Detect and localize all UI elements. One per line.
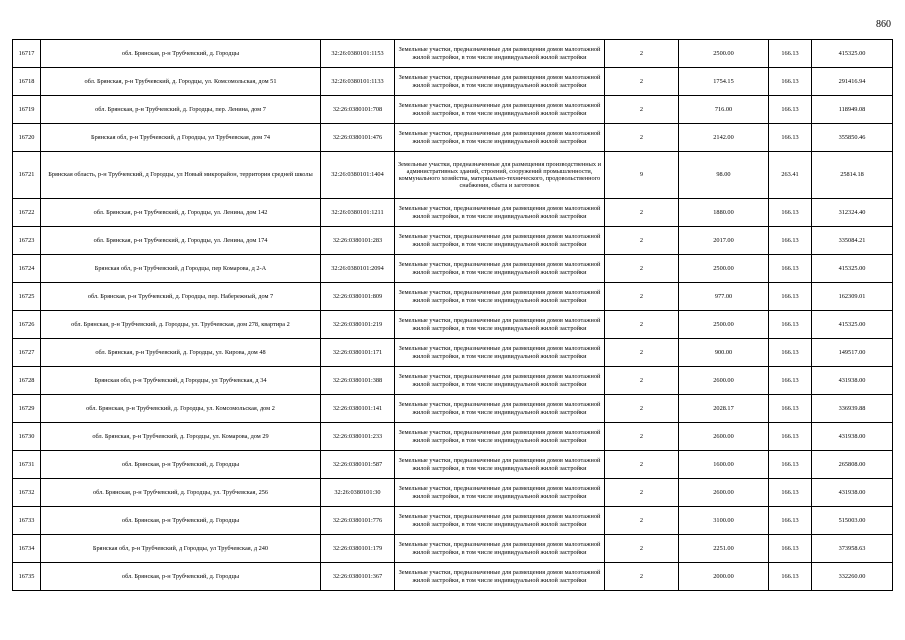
area-cell: 2500.00	[679, 40, 769, 68]
land-use-cell: Земельные участки, предназначенные для размещения домов малоэтажной жилой застройки, в том числе индивидуальной жилой застройки	[395, 311, 605, 339]
group-cell: 2	[605, 283, 679, 311]
table-row	[13, 40, 893, 68]
address-cell: обл. Брянская, р-н Трубчевский, д. Городцы	[41, 507, 321, 535]
table-row	[13, 535, 893, 563]
cadastral-number-cell: 32:26:0380101:141	[321, 395, 395, 423]
group-cell: 2	[605, 311, 679, 339]
row-number-cell: 16729	[13, 395, 41, 423]
table-row	[13, 152, 893, 199]
address-cell: Брянская область, р-н Трубчевский, д Городцы, ул Новый микрорайон, территория средней школы	[41, 152, 321, 199]
land-use-cell: Земельные участки, предназначенные для размещения домов малоэтажной жилой застройки, в том числе индивидуальной жилой застройки	[395, 96, 605, 124]
area-cell: 1754.15	[679, 68, 769, 96]
group-cell: 2	[605, 124, 679, 152]
group-cell: 2	[605, 423, 679, 451]
cadastral-value-cell: 336939.88	[812, 395, 893, 423]
cadastral-value-cell: 149517.00	[812, 339, 893, 367]
cadastral-number-cell: 32:26:0380101:1153	[321, 40, 395, 68]
address-cell: Брянская обл, р-н Трубчевский, д Городцы, ул Трубчевская, дом 74	[41, 124, 321, 152]
cadastral-value-cell: 291416.94	[812, 68, 893, 96]
row-number-cell: 16730	[13, 423, 41, 451]
specific-value-cell: 166.13	[769, 563, 812, 591]
cadastral-number-cell: 32:26:0380101:476	[321, 124, 395, 152]
table-row	[13, 395, 893, 423]
land-use-cell: Земельные участки, предназначенные для размещения домов малоэтажной жилой застройки, в том числе индивидуальной жилой застройки	[395, 283, 605, 311]
specific-value-cell: 166.13	[769, 199, 812, 227]
specific-value-cell: 166.13	[769, 40, 812, 68]
land-use-cell: Земельные участки, предназначенные для размещения домов малоэтажной жилой застройки, в том числе индивидуальной жилой застройки	[395, 507, 605, 535]
table-row	[13, 68, 893, 96]
land-use-cell: Земельные участки, предназначенные для размещения домов малоэтажной жилой застройки, в том числе индивидуальной жилой застройки	[395, 479, 605, 507]
table-row	[13, 199, 893, 227]
row-number-cell: 16724	[13, 255, 41, 283]
table-row	[13, 507, 893, 535]
cadastral-value-cell: 162309.01	[812, 283, 893, 311]
area-cell: 1880.00	[679, 199, 769, 227]
table-row	[13, 339, 893, 367]
land-use-cell: Земельные участки, предназначенные для размещения домов малоэтажной жилой застройки, в том числе индивидуальной жилой застройки	[395, 395, 605, 423]
table-body	[13, 40, 893, 591]
area-cell: 2142.00	[679, 124, 769, 152]
specific-value-cell: 166.13	[769, 423, 812, 451]
row-number-cell: 16733	[13, 507, 41, 535]
group-cell: 9	[605, 152, 679, 199]
address-cell: обл. Брянская, р-н Трубчевский, д. Городцы	[41, 451, 321, 479]
row-number-cell: 16719	[13, 96, 41, 124]
specific-value-cell: 166.13	[769, 451, 812, 479]
cadastral-value-cell: 355850.46	[812, 124, 893, 152]
cadastral-number-cell: 32:26:0380101:171	[321, 339, 395, 367]
table-row	[13, 227, 893, 255]
area-cell: 2500.00	[679, 311, 769, 339]
cadastral-number-cell: 32:26:0380101:776	[321, 507, 395, 535]
cadastral-number-cell: 32:26:0380101:587	[321, 451, 395, 479]
row-number-cell: 16728	[13, 367, 41, 395]
group-cell: 2	[605, 40, 679, 68]
cadastral-value-cell: 431938.00	[812, 423, 893, 451]
specific-value-cell: 263.41	[769, 152, 812, 199]
land-use-cell: Земельные участки, предназначенные для размещения домов малоэтажной жилой застройки, в том числе индивидуальной жилой застройки	[395, 199, 605, 227]
table-row	[13, 479, 893, 507]
cadastral-number-cell: 32:26:0380101:30	[321, 479, 395, 507]
group-cell: 2	[605, 68, 679, 96]
cadastral-value-cell: 118949.08	[812, 96, 893, 124]
address-cell: обл. Брянская, р-н Трубчевский, д. Городцы, ул. Ленина, дом 174	[41, 227, 321, 255]
specific-value-cell: 166.13	[769, 255, 812, 283]
cadastral-value-cell: 431938.00	[812, 479, 893, 507]
area-cell: 98.00	[679, 152, 769, 199]
area-cell: 2028.17	[679, 395, 769, 423]
area-cell: 977.00	[679, 283, 769, 311]
land-use-cell: Земельные участки, предназначенные для размещения домов малоэтажной жилой застройки, в том числе индивидуальной жилой застройки	[395, 535, 605, 563]
address-cell: Брянская обл, р-н Трубчевский, д Городцы, ул Трубчевская, д 240	[41, 535, 321, 563]
table-row	[13, 96, 893, 124]
area-cell: 2000.00	[679, 563, 769, 591]
cadastral-number-cell: 32:26:0380101:2094	[321, 255, 395, 283]
row-number-cell: 16721	[13, 152, 41, 199]
area-cell: 900.00	[679, 339, 769, 367]
address-cell: Брянская обл, р-н Трубчевский, д Городцы, пер Комарова, д 2-А	[41, 255, 321, 283]
row-number-cell: 16735	[13, 563, 41, 591]
page-number: 860	[876, 19, 891, 30]
group-cell: 2	[605, 339, 679, 367]
cadastral-value-cell: 25814.18	[812, 152, 893, 199]
group-cell: 2	[605, 535, 679, 563]
row-number-cell: 16732	[13, 479, 41, 507]
group-cell: 2	[605, 199, 679, 227]
land-use-cell: Земельные участки, предназначенные для размещения домов малоэтажной жилой застройки, в том числе индивидуальной жилой застройки	[395, 563, 605, 591]
row-number-cell: 16725	[13, 283, 41, 311]
cadastral-number-cell: 32:26:0380101:179	[321, 535, 395, 563]
cadastral-number-cell: 32:26:0380101:1133	[321, 68, 395, 96]
table-row	[13, 423, 893, 451]
table-row	[13, 283, 893, 311]
group-cell: 2	[605, 96, 679, 124]
specific-value-cell: 166.13	[769, 339, 812, 367]
specific-value-cell: 166.13	[769, 367, 812, 395]
specific-value-cell: 166.13	[769, 227, 812, 255]
table-row	[13, 451, 893, 479]
table-row	[13, 311, 893, 339]
group-cell: 2	[605, 479, 679, 507]
land-use-cell: Земельные участки, предназначенные для размещения домов малоэтажной жилой застройки, в том числе индивидуальной жилой застройки	[395, 451, 605, 479]
specific-value-cell: 166.13	[769, 311, 812, 339]
cadastral-number-cell: 32:26:0380101:367	[321, 563, 395, 591]
cadastral-value-cell: 332260.00	[812, 563, 893, 591]
specific-value-cell: 166.13	[769, 283, 812, 311]
cadastral-number-cell: 32:26:0380101:219	[321, 311, 395, 339]
address-cell: обл. Брянская, р-н Трубчевский, д. Городцы	[41, 40, 321, 68]
cadastral-value-cell: 415325.00	[812, 40, 893, 68]
address-cell: обл. Брянская, р-н Трубчевский, д. Городцы, ул. Комсомольская, дом 51	[41, 68, 321, 96]
land-use-cell: Земельные участки, предназначенные для размещения домов малоэтажной жилой застройки, в том числе индивидуальной жилой застройки	[395, 124, 605, 152]
cadastral-value-cell: 431938.00	[812, 367, 893, 395]
cadastral-number-cell: 32:26:0380101:233	[321, 423, 395, 451]
land-use-cell: Земельные участки, предназначенные для размещения домов малоэтажной жилой застройки, в том числе индивидуальной жилой застройки	[395, 68, 605, 96]
specific-value-cell: 166.13	[769, 395, 812, 423]
area-cell: 2017.00	[679, 227, 769, 255]
address-cell: обл. Брянская, р-н Трубчевский, д. Городцы, пер. Набережный, дом 7	[41, 283, 321, 311]
cadastral-number-cell: 32:26:0380101:708	[321, 96, 395, 124]
area-cell: 1600.00	[679, 451, 769, 479]
row-number-cell: 16727	[13, 339, 41, 367]
land-use-cell: Земельные участки, предназначенные для размещения домов малоэтажной жилой застройки, в том числе индивидуальной жилой застройки	[395, 255, 605, 283]
group-cell: 2	[605, 227, 679, 255]
group-cell: 2	[605, 367, 679, 395]
address-cell: обл. Брянская, р-н Трубчевский, д. Городцы, ул. Трубчевская, 256	[41, 479, 321, 507]
specific-value-cell: 166.13	[769, 96, 812, 124]
cadastral-value-cell: 373958.63	[812, 535, 893, 563]
address-cell: обл. Брянская, р-н Трубчевский, д. Городцы, ул. Трубчевская, дом 278, квартира 2	[41, 311, 321, 339]
row-number-cell: 16717	[13, 40, 41, 68]
area-cell: 2600.00	[679, 367, 769, 395]
row-number-cell: 16722	[13, 199, 41, 227]
group-cell: 2	[605, 451, 679, 479]
cadastral-value-cell: 515003.00	[812, 507, 893, 535]
specific-value-cell: 166.13	[769, 507, 812, 535]
specific-value-cell: 166.13	[769, 479, 812, 507]
table-row	[13, 255, 893, 283]
row-number-cell: 16726	[13, 311, 41, 339]
row-number-cell: 16723	[13, 227, 41, 255]
group-cell: 2	[605, 255, 679, 283]
address-cell: обл. Брянская, р-н Трубчевский, д. Городцы, ул. Комарова, дом 29	[41, 423, 321, 451]
address-cell: Брянская обл, р-н Трубчевский, д Городцы, ул Трубчевская, д 34	[41, 367, 321, 395]
land-use-cell: Земельные участки, предназначенные для размещения производственных и административных зданий, строений, сооружений промышленности, коммунального хозяйства, материально-технического, продовольственного снабжения, сбыта и заготовок	[395, 152, 605, 199]
table-row	[13, 124, 893, 152]
land-use-cell: Земельные участки, предназначенные для размещения домов малоэтажной жилой застройки, в том числе индивидуальной жилой застройки	[395, 423, 605, 451]
cadastral-value-cell: 415325.00	[812, 311, 893, 339]
cadastral-number-cell: 32:26:0380101:1404	[321, 152, 395, 199]
land-use-cell: Земельные участки, предназначенные для размещения домов малоэтажной жилой застройки, в том числе индивидуальной жилой застройки	[395, 40, 605, 68]
land-use-cell: Земельные участки, предназначенные для размещения домов малоэтажной жилой застройки, в том числе индивидуальной жилой застройки	[395, 227, 605, 255]
cadastral-value-cell: 335084.21	[812, 227, 893, 255]
address-cell: обл. Брянская, р-н Трубчевский, д. Городцы, ул. Комсомольская, дом 2	[41, 395, 321, 423]
cadastral-number-cell: 32:26:0380101:809	[321, 283, 395, 311]
group-cell: 2	[605, 563, 679, 591]
cadastral-value-cell: 265808.00	[812, 451, 893, 479]
row-number-cell: 16720	[13, 124, 41, 152]
cadastral-value-cell: 312324.40	[812, 199, 893, 227]
area-cell: 2600.00	[679, 479, 769, 507]
land-use-cell: Земельные участки, предназначенные для размещения домов малоэтажной жилой застройки, в том числе индивидуальной жилой застройки	[395, 339, 605, 367]
specific-value-cell: 166.13	[769, 68, 812, 96]
cadastral-number-cell: 32:26:0380101:1211	[321, 199, 395, 227]
address-cell: обл. Брянская, р-н Трубчевский, д. Городцы, ул. Кирова, дом 48	[41, 339, 321, 367]
address-cell: обл. Брянская, р-н Трубчевский, д. Городцы	[41, 563, 321, 591]
cadastral-value-cell: 415325.00	[812, 255, 893, 283]
address-cell: обл. Брянская, р-н Трубчевский, д. Городцы, ул. Ленина, дом 142	[41, 199, 321, 227]
cadastral-number-cell: 32:26:0380101:388	[321, 367, 395, 395]
cadastral-number-cell: 32:26:0380101:283	[321, 227, 395, 255]
area-cell: 3100.00	[679, 507, 769, 535]
area-cell: 2600.00	[679, 423, 769, 451]
address-cell: обл. Брянская, р-н Трубчевский, д. Городцы, пер. Ленина, дом 7	[41, 96, 321, 124]
row-number-cell: 16731	[13, 451, 41, 479]
land-use-cell: Земельные участки, предназначенные для размещения домов малоэтажной жилой застройки, в том числе индивидуальной жилой застройки	[395, 367, 605, 395]
group-cell: 2	[605, 395, 679, 423]
area-cell: 2251.00	[679, 535, 769, 563]
cadastral-value-table	[12, 39, 893, 591]
row-number-cell: 16718	[13, 68, 41, 96]
group-cell: 2	[605, 507, 679, 535]
area-cell: 2500.00	[679, 255, 769, 283]
specific-value-cell: 166.13	[769, 535, 812, 563]
row-number-cell: 16734	[13, 535, 41, 563]
specific-value-cell: 166.13	[769, 124, 812, 152]
table-row	[13, 367, 893, 395]
area-cell: 716.00	[679, 96, 769, 124]
table-row	[13, 563, 893, 591]
